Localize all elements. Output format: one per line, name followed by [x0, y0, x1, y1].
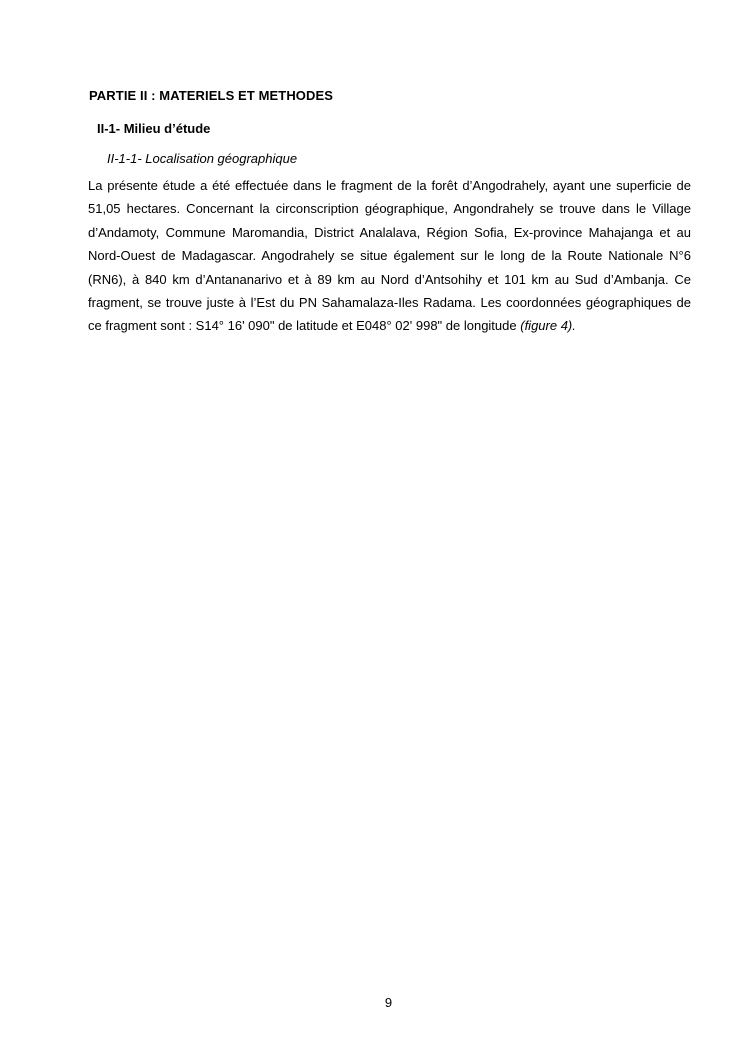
body-paragraph	[88, 174, 691, 338]
part-title: PARTIE II : MATERIELS ET METHODES	[89, 88, 334, 103]
figure-reference: (figure 4).	[520, 318, 576, 334]
section-title: II-1- Milieu d’étude	[97, 121, 211, 136]
page-number: 9	[384, 995, 393, 1010]
subsection-title: II-1-1- Localisation géographique	[107, 151, 298, 166]
body-paragraph-text: La présente étude a été effectuée dans le fragment de la forêt d’Angodrahely, ayant une superficie de 51,05 hectares. Concernant la circonscription géographique, Angondrahely se trouve dans le Village d’Andamoty, Commune Maromandia, District Analalava, Région Sofia, Ex-province Mahajanga et au Nord-Ouest de Madagascar. Angodrahely se situe également sur le long de la Route Nationale N°6 (RN6), à 840 km d’Antananarivo et à 89 km au Nord d’Antsohihy et 101 km au Sud d’Ambanja. Ce fragment, se trouve juste à l’Est du PN Sahamalaza-Iles Radama. Les coordonnées géographiques de ce fragment sont : S14° 16' 090" de latitude et E048° 02' 998" de longitude	[88, 178, 691, 334]
